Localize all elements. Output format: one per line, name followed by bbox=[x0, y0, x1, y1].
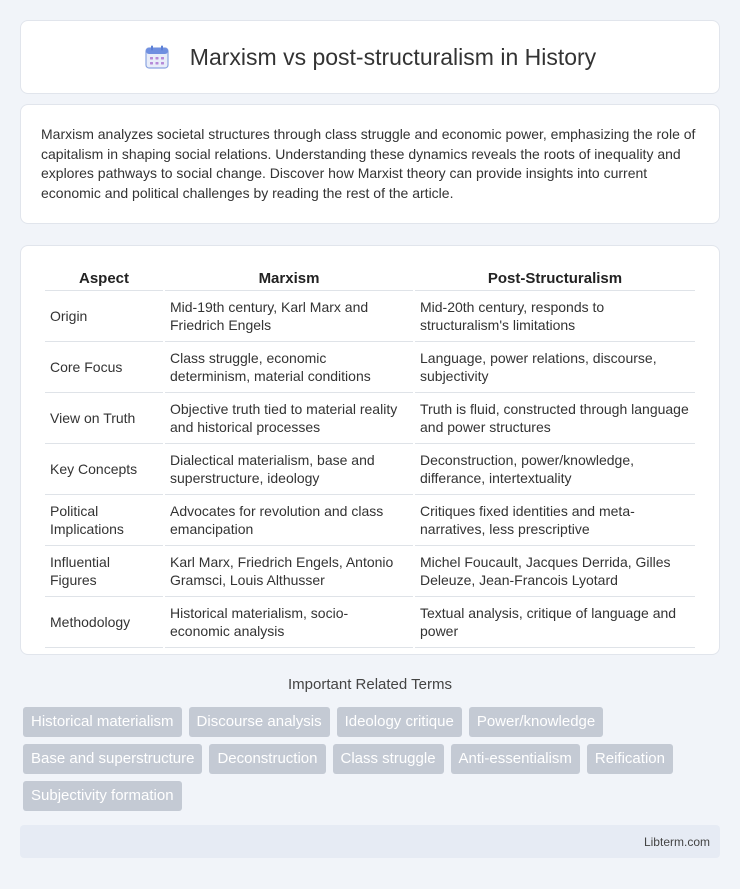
cell-marxism: Advocates for revolution and class emancipation bbox=[165, 495, 413, 546]
table-row bbox=[45, 393, 695, 444]
calendar-icon bbox=[144, 44, 170, 70]
table-row bbox=[45, 546, 695, 597]
comparison-table-card bbox=[20, 245, 720, 655]
cell-aspect: Political Implications bbox=[45, 495, 163, 546]
cell-post-structuralism: Critiques fixed identities and meta-narratives, less prescriptive bbox=[415, 495, 695, 546]
header-card bbox=[20, 20, 720, 94]
related-term-tag[interactable]: Power/knowledge bbox=[469, 707, 603, 737]
related-terms-title: Important Related Terms bbox=[288, 676, 452, 693]
header-aspect: Aspect bbox=[45, 266, 163, 291]
related-terms-list bbox=[23, 707, 723, 811]
related-term-tag[interactable]: Reification bbox=[587, 744, 673, 774]
table-header-row bbox=[45, 266, 695, 291]
cell-aspect: Key Concepts bbox=[45, 444, 163, 495]
intro-card bbox=[20, 104, 720, 224]
cell-post-structuralism: Textual analysis, critique of language and power bbox=[415, 597, 695, 648]
cell-marxism: Historical materialism, socio-economic analysis bbox=[165, 597, 413, 648]
cell-post-structuralism: Deconstruction, power/knowledge, differance, intertextuality bbox=[415, 444, 695, 495]
related-term-tag[interactable]: Deconstruction bbox=[209, 744, 325, 774]
footer-site-link[interactable]: Libterm.com bbox=[643, 834, 710, 849]
cell-marxism: Class struggle, economic determinism, material conditions bbox=[165, 342, 413, 393]
related-term-tag[interactable]: Discourse analysis bbox=[189, 707, 330, 737]
table-row bbox=[45, 444, 695, 495]
footer bbox=[20, 825, 720, 858]
comparison-table bbox=[43, 266, 697, 648]
related-term-tag[interactable]: Anti-essentialism bbox=[451, 744, 580, 774]
related-term-tag[interactable]: Ideology critique bbox=[337, 707, 462, 737]
cell-aspect: Influential Figures bbox=[45, 546, 163, 597]
cell-marxism: Objective truth tied to material reality and historical processes bbox=[165, 393, 413, 444]
cell-marxism: Dialectical materialism, base and superstructure, ideology bbox=[165, 444, 413, 495]
table-row bbox=[45, 342, 695, 393]
related-term-tag[interactable]: Subjectivity formation bbox=[23, 781, 182, 811]
related-term-tag[interactable]: Base and superstructure bbox=[23, 744, 202, 774]
page-title: Marxism vs post-structuralism in History bbox=[189, 43, 597, 70]
intro-text: Marxism analyzes societal structures through class struggle and economic power, emphasizing the role of capitalism in shaping social relations. Understanding these dynamics reveals the roots of inequality and explores pathways to social change. Discover how Marxist theory can provide insights into current economic and political challenges by reading the rest of the article. bbox=[41, 126, 696, 201]
cell-marxism: Mid-19th century, Karl Marx and Friedrich Engels bbox=[165, 291, 413, 342]
table-row bbox=[45, 597, 695, 648]
cell-post-structuralism: Mid-20th century, responds to structuralism's limitations bbox=[415, 291, 695, 342]
table-row bbox=[45, 495, 695, 546]
cell-post-structuralism: Truth is fluid, constructed through language and power structures bbox=[415, 393, 695, 444]
table-row bbox=[45, 291, 695, 342]
cell-aspect: Methodology bbox=[45, 597, 163, 648]
header-post-structuralism: Post-Structuralism bbox=[415, 266, 695, 291]
related-term-tag[interactable]: Class struggle bbox=[333, 744, 444, 774]
cell-aspect: View on Truth bbox=[45, 393, 163, 444]
cell-post-structuralism: Michel Foucault, Jacques Derrida, Gilles Deleuze, Jean-Francois Lyotard bbox=[415, 546, 695, 597]
cell-aspect: Origin bbox=[45, 291, 163, 342]
related-term-tag[interactable]: Historical materialism bbox=[23, 707, 182, 737]
cell-marxism: Karl Marx, Friedrich Engels, Antonio Gramsci, Louis Althusser bbox=[165, 546, 413, 597]
cell-post-structuralism: Language, power relations, discourse, subjectivity bbox=[415, 342, 695, 393]
cell-aspect: Core Focus bbox=[45, 342, 163, 393]
header-marxism: Marxism bbox=[165, 266, 413, 291]
